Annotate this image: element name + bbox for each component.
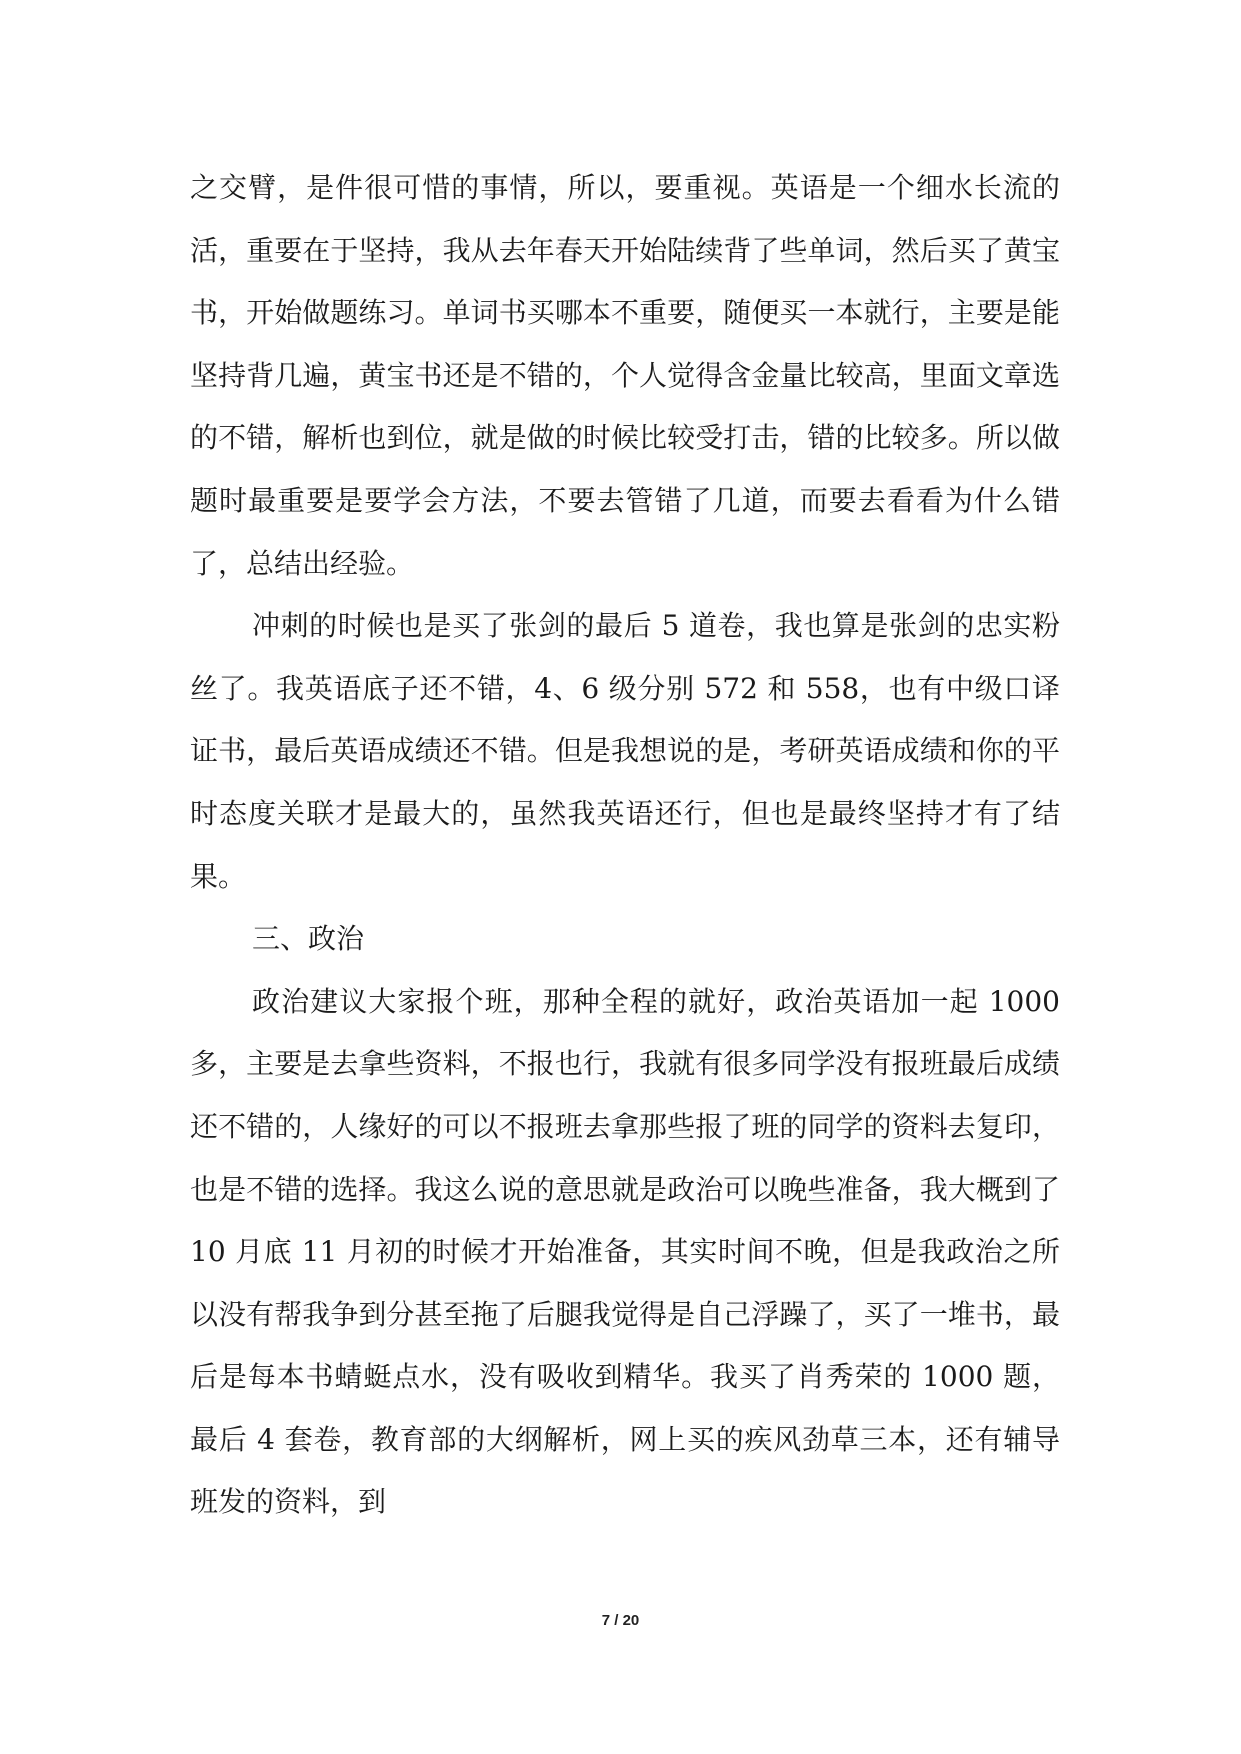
paragraph-english-continued: 之交臂，是件很可惜的事情，所以，要重视。英语是一个细水长流的活，重要在于坚持，我从去年春天开始陆续背了些单词，然后买了黄宝书，开始做题练习。单词书买哪本不重要，随便买一本就行，主要是能坚持背几遍，黄宝书还是不错的，个人觉得含金量比较高，里面文章选的不错，解析也到位，就是做的时候比较受打击，错的比较多。所以做题时最重要是要学会方法，不要去管错了几道，而要去看看为什么错了，总结出经验。 <box>190 171 1060 580</box>
page-number: 7 / 20 <box>601 1612 640 1629</box>
body-text <box>190 157 1060 1534</box>
paragraph-politics-advice: 政治建议大家报个班，那种全程的就好，政治英语加一起 1000 多，主要是去拿些资料，不报也行，我就有很多同学没有报班最后成绩还不错的，人缘好的可以不报班去拿那些报了班的同学的资料去复印，也是不错的选择。我这么说的意思就是政治可以晚些准备，我大概到了 10 月底 11 月初的时候才开始准备，其实时间不晚，但是我政治之所以没有帮我争到分甚至拖了后腿我觉得是自己浮躁了，买了一堆书，最后是每本书蜻蜓点水，没有吸收到精华。我买了肖秀荣的 1000 题，最后 4 套卷，教育部的大纲解析，网上买的疾风劲草三本，还有辅导班发的资料，到 <box>190 984 1060 1519</box>
section-heading-politics: 三、政治 <box>252 922 365 956</box>
paragraph-sprint-review: 冲刺的时候也是买了张剑的最后 5 道卷，我也算是张剑的忠实粉丝了。我英语底子还不错，4、6 级分别 572 和 558，也有中级口译证书，最后英语成绩还不错。但是我想说的是，考研英语成绩和你的平时态度关联才是最大的，虽然我英语还行，但也是最终坚持才有了结果。 <box>190 609 1060 893</box>
